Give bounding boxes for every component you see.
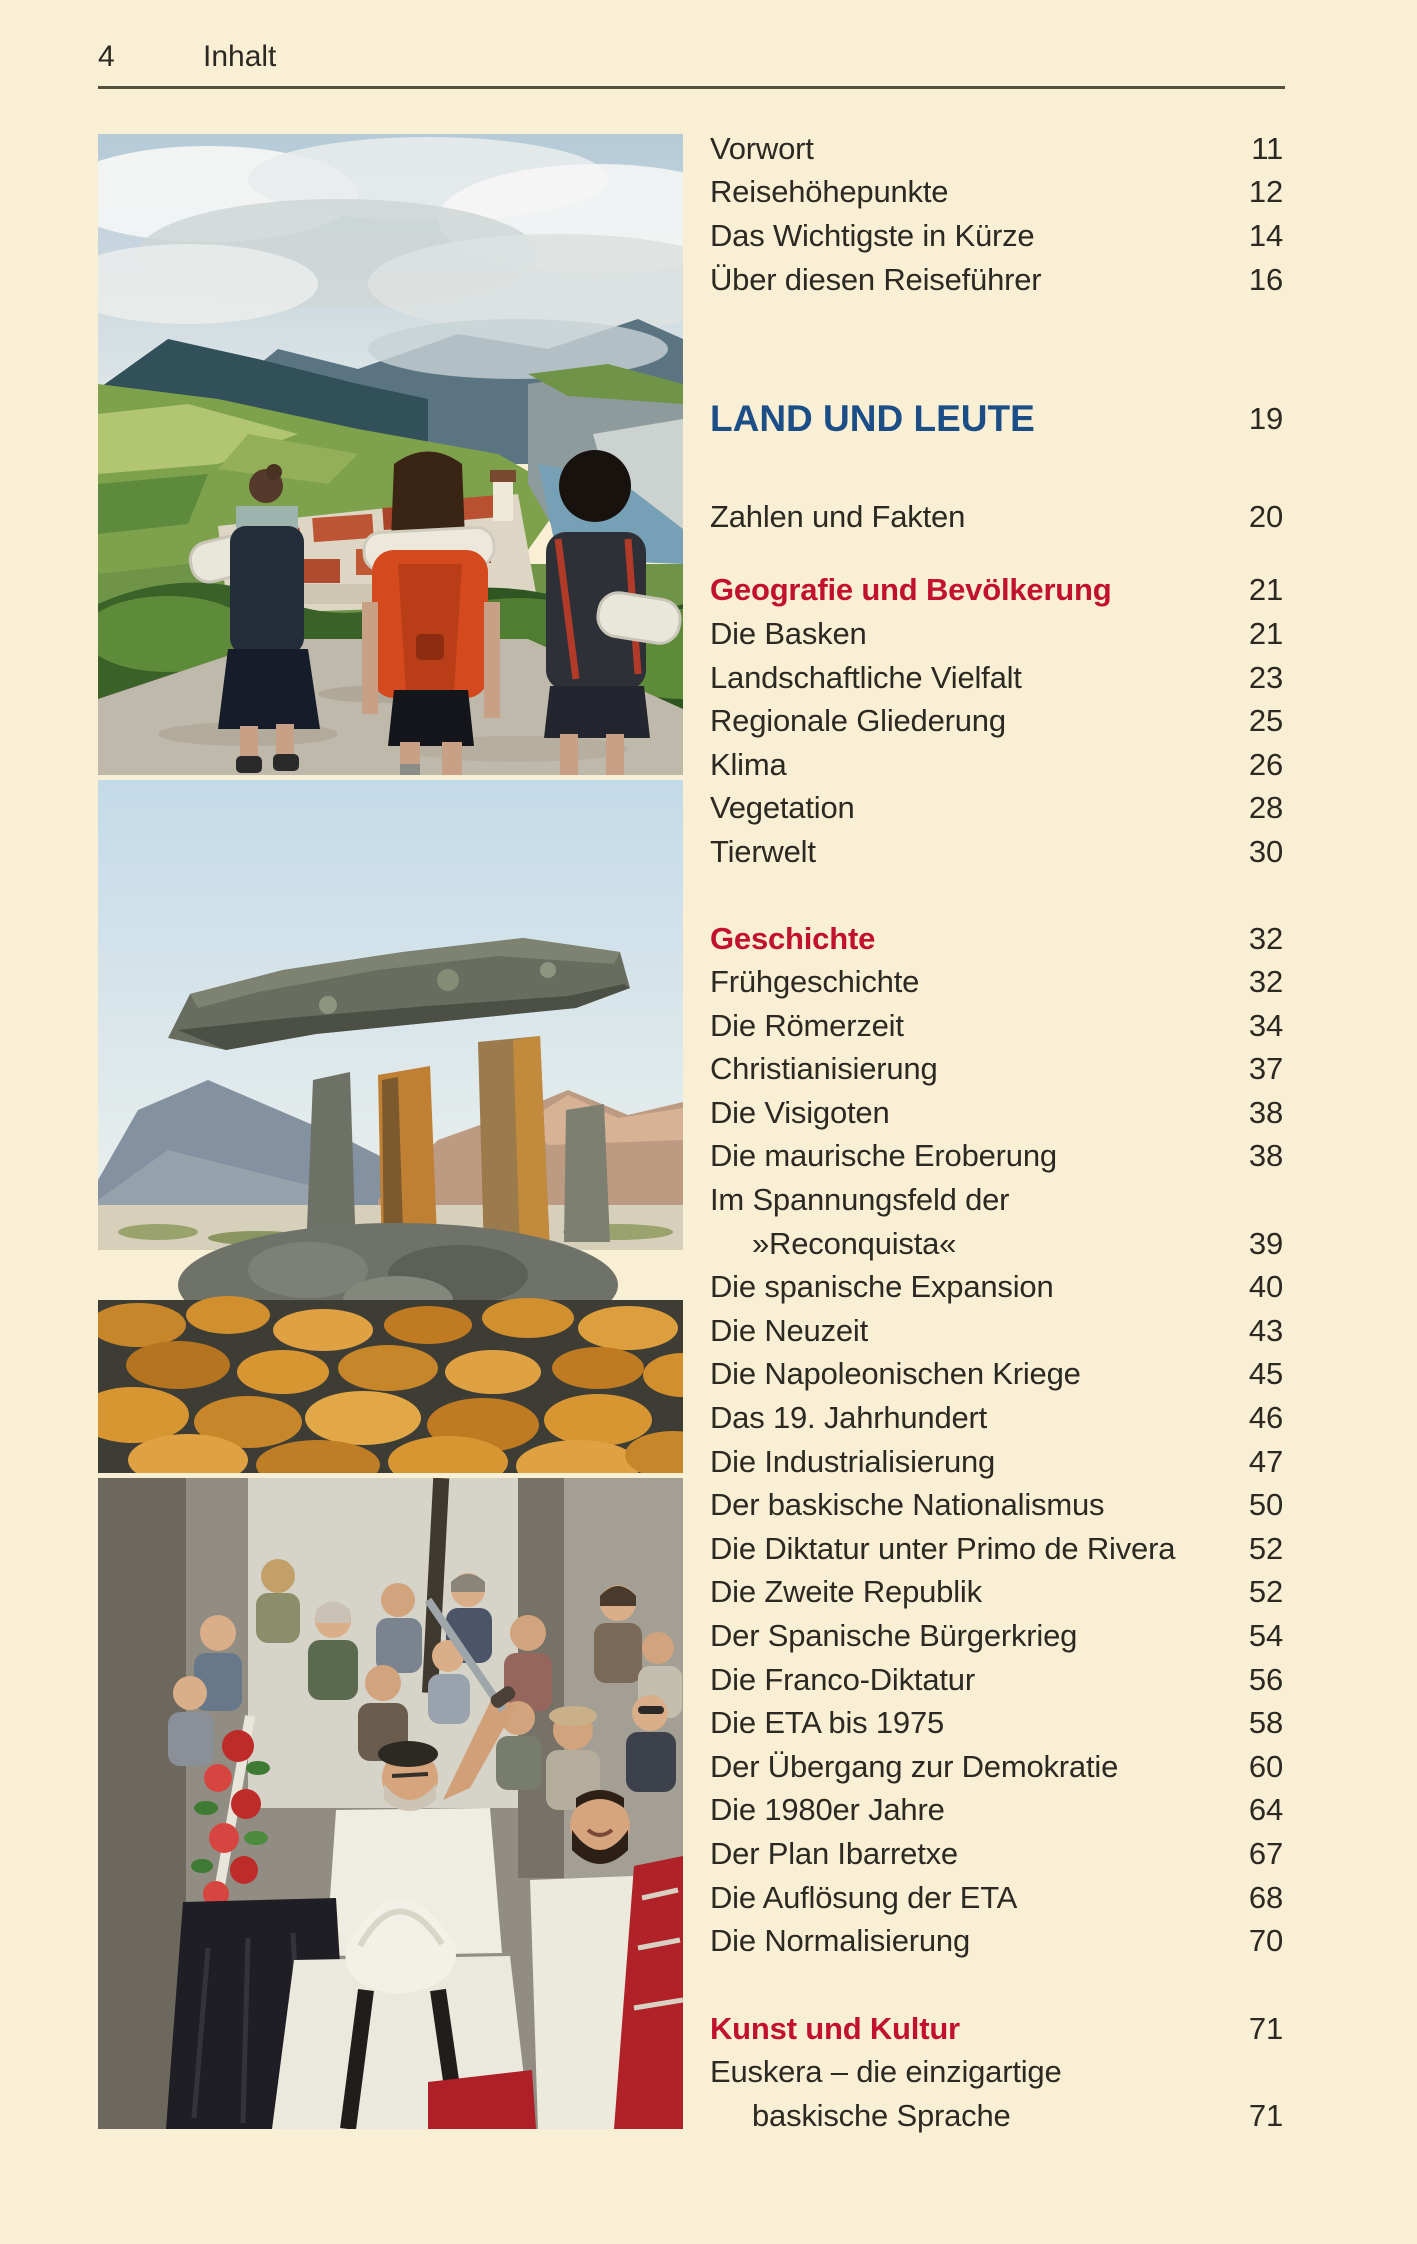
toc-section-label: Kunst und Kultur	[710, 2010, 960, 2046]
toc-entry-page: 16	[1248, 261, 1283, 297]
toc-section-heading	[710, 569, 1283, 613]
page-number: 4	[98, 40, 115, 73]
toc-entry-label: Vegetation	[710, 790, 855, 826]
toc-entry	[710, 1004, 1283, 1048]
toc-entry-label: Der Plan Ibarretxe	[710, 1835, 958, 1871]
toc-entry-page: 23	[1248, 659, 1283, 695]
toc-entry	[710, 787, 1283, 831]
toc-entry-label: Die Römerzeit	[710, 1007, 904, 1043]
toc-entry	[710, 214, 1283, 258]
toc-entry	[710, 1396, 1283, 1440]
toc-entry-page: 38	[1248, 1094, 1283, 1130]
toc-entry	[710, 656, 1283, 700]
toc-entry	[710, 1571, 1283, 1615]
toc-entry-label: Die Industrialisierung	[710, 1443, 996, 1479]
toc-entry	[710, 495, 1283, 539]
toc-entry	[710, 743, 1283, 787]
toc-entry	[710, 699, 1283, 743]
table-of-contents	[710, 127, 1283, 2138]
toc-entry-page: 20	[1248, 498, 1283, 534]
toc-section-label: Geografie und Bevölkerung	[710, 572, 1112, 608]
toc-entry-page: 50	[1248, 1487, 1283, 1523]
hikers-photo-illustration	[98, 134, 683, 775]
toc-entry	[710, 1483, 1283, 1527]
toc-entry-label: baskische Sprache	[752, 2097, 1011, 2133]
toc-entry	[710, 127, 1283, 171]
toc-entry-label: Tierwelt	[710, 833, 816, 869]
toc-entry-page: 26	[1248, 746, 1283, 782]
toc-entry-page: 67	[1248, 1835, 1283, 1871]
toc-entry-page: 30	[1248, 833, 1283, 869]
toc-section-page: 32	[1248, 920, 1283, 956]
toc-entry	[710, 960, 1283, 1004]
toc-entry-label: Der baskische Nationalismus	[710, 1487, 1105, 1523]
toc-entry	[710, 1701, 1283, 1745]
toc-entry-page: 11	[1251, 130, 1283, 166]
toc-entry-label: Die 1980er Jahre	[710, 1792, 945, 1828]
photo-dolmen-boulders	[98, 780, 683, 1473]
toc-entry	[710, 1789, 1283, 1833]
toc-entry-page: 56	[1248, 1661, 1283, 1697]
toc-entry-page: 12	[1248, 174, 1283, 210]
toc-entry-page: 68	[1248, 1879, 1283, 1915]
toc-entry-page: 43	[1248, 1312, 1283, 1348]
toc-entry-page: 52	[1248, 1574, 1283, 1610]
toc-entry-label: Die Zweite Republik	[710, 1574, 982, 1610]
toc-entry	[710, 612, 1283, 656]
toc-part-page: 19	[1248, 401, 1283, 437]
toc-entry-page: 14	[1248, 217, 1283, 253]
toc-entry-label: Frühgeschichte	[710, 964, 920, 1000]
toc-section-label: Geschichte	[710, 920, 876, 956]
page-title: Inhalt	[203, 40, 277, 73]
toc-entry-page: 46	[1248, 1400, 1283, 1436]
toc-section-heading	[710, 2007, 1283, 2051]
toc-entry-page: 58	[1248, 1705, 1283, 1741]
toc-entry-label: Regionale Gliederung	[710, 703, 1006, 739]
toc-entry-label: Die spanische Expansion	[710, 1269, 1054, 1305]
toc-entry	[710, 1353, 1283, 1397]
toc-entry-page: 21	[1248, 615, 1283, 651]
toc-entry	[710, 1048, 1283, 1092]
toc-entry	[710, 1309, 1283, 1353]
festival-photo-illustration	[98, 1478, 683, 2129]
toc-entry-label: Christianisierung	[710, 1051, 938, 1087]
toc-entry	[710, 1527, 1283, 1571]
toc-entry	[710, 2094, 1283, 2138]
toc-section-page: 21	[1248, 572, 1283, 608]
toc-entry-label: Die Neuzeit	[710, 1312, 869, 1348]
toc-entry	[710, 171, 1283, 215]
toc-entry-page: 70	[1248, 1923, 1283, 1959]
toc-entry-label: Euskera – die einzigartige	[710, 2054, 1062, 2090]
toc-section-heading	[710, 917, 1283, 961]
toc-entry-page: 32	[1248, 964, 1283, 1000]
photo-column	[98, 134, 683, 2134]
toc-entry-label: Zahlen und Fakten	[710, 498, 966, 534]
toc-entry-page: 47	[1248, 1443, 1283, 1479]
toc-entry	[710, 1178, 1283, 1222]
toc-entry-label: Landschaftliche Vielfalt	[710, 659, 1022, 695]
toc-entry	[710, 1222, 1283, 1266]
toc-entry-label: Die ETA bis 1975	[710, 1705, 945, 1741]
toc-entry-page: 28	[1248, 790, 1283, 826]
toc-entry	[710, 1265, 1283, 1309]
photo-hikers-coastal-trail	[98, 134, 683, 775]
toc-section-page: 71	[1248, 2010, 1283, 2046]
toc-entry	[710, 1745, 1283, 1789]
page-header	[98, 40, 1285, 89]
toc-entry-label: Das 19. Jahrhundert	[710, 1400, 988, 1436]
toc-entry-label: Die maurische Eroberung	[710, 1138, 1057, 1174]
toc-entry-label: Die Visigoten	[710, 1094, 890, 1130]
toc-entry-page: 60	[1248, 1748, 1283, 1784]
toc-entry-label: Vorwort	[710, 130, 814, 166]
toc-part-label: LAND UND LEUTE	[710, 398, 1035, 440]
toc-entry-label: Das Wichtigste in Kürze	[710, 217, 1035, 253]
toc-entry-page: 39	[1248, 1225, 1283, 1261]
toc-entry-label: Im Spannungsfeld der	[710, 1182, 1010, 1218]
toc-entry	[710, 1440, 1283, 1484]
toc-entry	[710, 2051, 1283, 2095]
toc-entry-page: 37	[1248, 1051, 1283, 1087]
toc-entry	[710, 1919, 1283, 1963]
toc-entry	[710, 1658, 1283, 1702]
toc-entry-label: Die Basken	[710, 615, 867, 651]
toc-entry	[710, 258, 1283, 302]
toc-entry-label: Die Auflösung der ETA	[710, 1879, 1018, 1915]
toc-entry-label: Der Übergang zur Demokratie	[710, 1748, 1119, 1784]
toc-entry-page: 54	[1248, 1618, 1283, 1654]
toc-entry	[710, 1091, 1283, 1135]
toc-entry-label: Der Spanische Bürgerkrieg	[710, 1618, 1078, 1654]
toc-entry-page: 25	[1248, 703, 1283, 739]
toc-entry-label: »Reconquista«	[752, 1225, 957, 1261]
photo-festival-crowd	[98, 1478, 683, 2129]
dolmen-photo-illustration	[98, 780, 683, 1473]
toc-entry-page: 40	[1248, 1269, 1283, 1305]
toc-entry-label: Die Napoleonischen Kriege	[710, 1356, 1081, 1392]
toc-entry	[710, 1614, 1283, 1658]
toc-entry	[710, 830, 1283, 874]
toc-entry-label: Die Franco-Diktatur	[710, 1661, 975, 1697]
toc-entry-page: 64	[1248, 1792, 1283, 1828]
toc-entry-page: 52	[1248, 1530, 1283, 1566]
toc-entry	[710, 1135, 1283, 1179]
toc-entry-label: Klima	[710, 746, 787, 782]
toc-entry-label: Die Normalisierung	[710, 1923, 970, 1959]
toc-entry-label: Reisehöhepunkte	[710, 174, 949, 210]
toc-entry	[710, 1876, 1283, 1920]
toc-entry-page: 45	[1248, 1356, 1283, 1392]
toc-entry	[710, 1832, 1283, 1876]
toc-entry-page: 34	[1248, 1007, 1283, 1043]
toc-part-heading	[710, 397, 1283, 441]
toc-entry-label: Die Diktatur unter Primo de Rivera	[710, 1530, 1176, 1566]
toc-entry-label: Über diesen Reiseführer	[710, 261, 1042, 297]
toc-entry-page: 71	[1248, 2097, 1283, 2133]
toc-entry-page: 38	[1248, 1138, 1283, 1174]
